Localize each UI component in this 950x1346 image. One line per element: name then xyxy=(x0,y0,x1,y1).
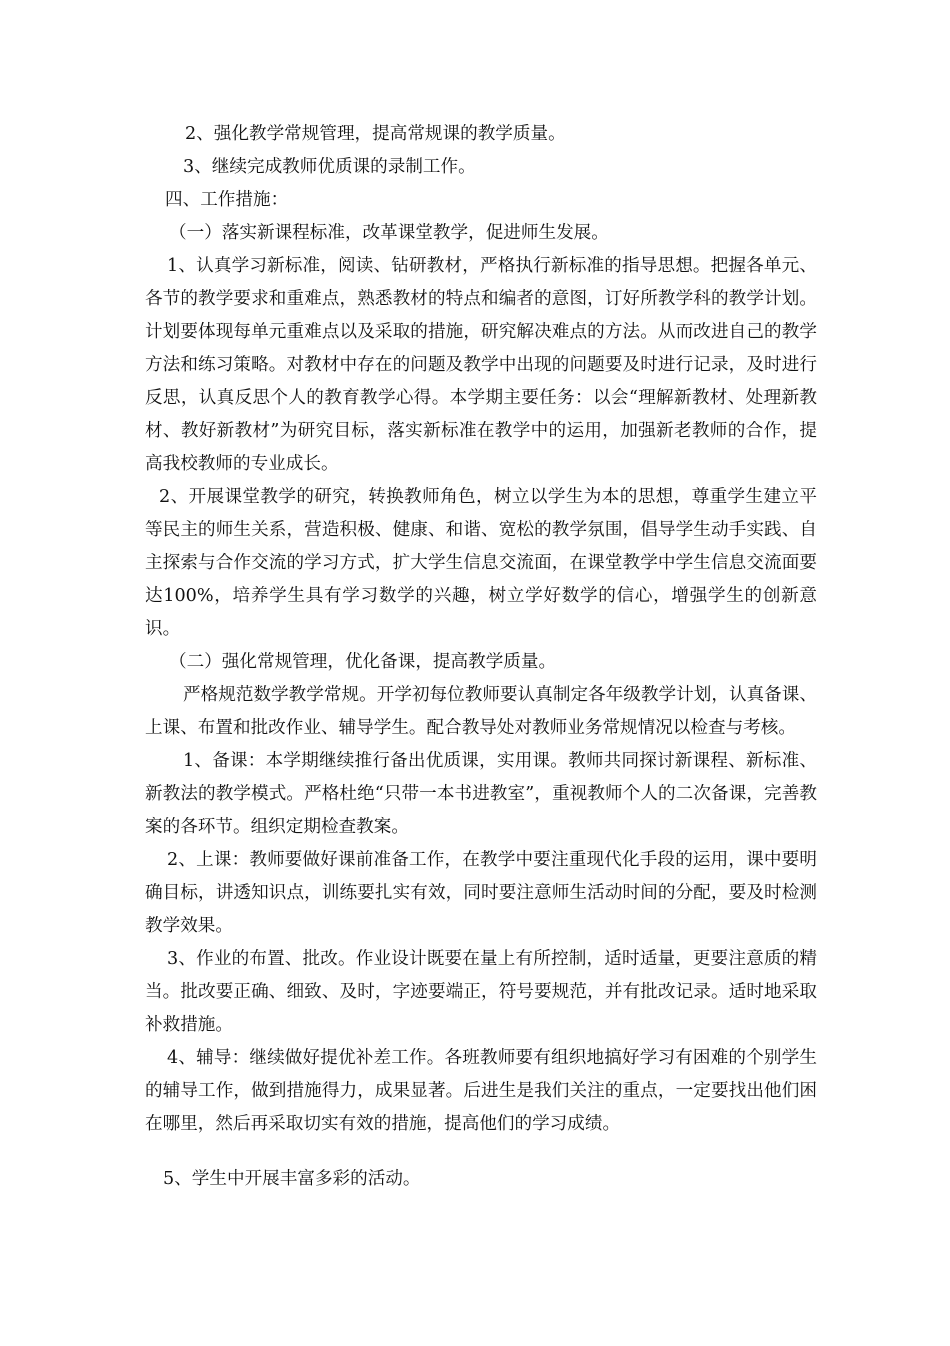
paragraph-measure-1-1: 1、认真学习新标准，阅读、钻研教材，严格执行新标准的指导思想。把握各单元、各节的教学要求和重难点，熟悉教材的特点和编者的意图，订好所教学科的教学计划。计划要体现每单元重难点以及采取的措施，研究解决难点的方法。从而改进自己的教学方法和练习策略。对教材中存在的问题及教学中出现的问题要及时进行记录，及时进行反思，认真反思个人的教育教学心得。本学期主要任务：以会“理解新教材、处理新教材、教好新教材”为研究目标，落实新标准在教学中的运用，加强新老教师的合作，提高我校教师的专业成长。 xyxy=(145,256,817,474)
paragraph-measure-1-2: 2、开展课堂教学的研究，转换教师角色，树立以学生为本的思想，尊重学生建立平等民主的师生关系，营造积极、健康、和谐、宽松的教学氛围，倡导学生动手实践、自主探索与合作交流的学习方式，扩大学生信息交流面，在课堂教学中学生信息交流面要达100%，培养学生具有学习数学的兴趣，树立学好数学的信心，增强学生的创新意识。 xyxy=(145,487,817,639)
document-body xyxy=(145,118,817,1196)
paragraph-tutoring: 4、辅导：继续做好提优补差工作。各班教师要有组织地搞好学习有困难的个别学生的辅导工作，做到措施得力，成果显著。后进生是我们关注的重点，一定要找出他们困在哪里，然后再采取切实有效的措施，提高他们的学习成绩。 xyxy=(145,1048,817,1134)
paragraph-lesson-prep: 1、备课：本学期继续推行备出优质课，实用课。教师共同探讨新课程、新标准、新教法的教学模式。严格杜绝“只带一本书进教室”，重视教师个人的二次备课，完善教案的各环节。组织定期检查教案。 xyxy=(145,751,817,837)
paragraph-spacer xyxy=(145,1141,817,1163)
paragraph-routine-intro: 严格规范数学教学常规。开学初每位教师要认真制定各年级教学计划，认真备课、上课、布置和批改作业、辅导学生。配合教导处对教师业务常规情况以检查与考核。 xyxy=(145,685,817,738)
section-heading-measures: 四、工作措施： xyxy=(165,190,289,210)
paragraph-activities: 5、学生中开展丰富多彩的活动。 xyxy=(163,1169,421,1189)
subsection-heading-1: （一）落实新课程标准，改革课堂教学，促进师生发展。 xyxy=(169,223,609,243)
paragraph-homework: 3、作业的布置、批改。作业设计既要在量上有所控制，适时适量，更要注意质的精当。批改要正确、细致、及时，字迹要端正，符号要规范，并有批改记录。适时地采取补救措施。 xyxy=(145,949,817,1035)
paragraph-goal-2: 2、强化教学常规管理，提高常规课的教学质量。 xyxy=(185,124,566,144)
paragraph-goal-3: 3、继续完成教师优质课的录制工作。 xyxy=(183,157,476,177)
subsection-heading-2: （二）强化常规管理，优化备课，提高教学质量。 xyxy=(169,652,557,672)
paragraph-teaching: 2、上课：教师要做好课前准备工作，在教学中要注重现代化手段的运用，课中要明确目标，讲透知识点，训练要扎实有效，同时要注意师生活动时间的分配，要及时检测教学效果。 xyxy=(145,850,817,936)
